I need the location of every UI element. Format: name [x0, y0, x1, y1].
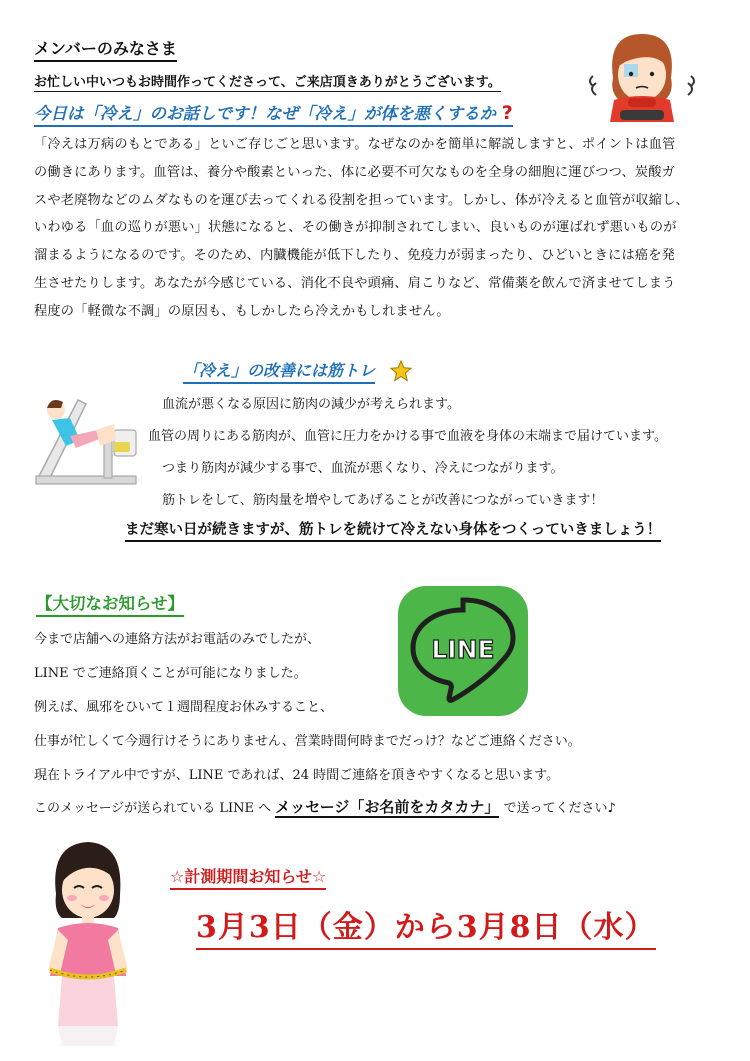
leg-press-exercise-illustration — [30, 392, 142, 488]
question-mark-icon: ? — [501, 102, 513, 124]
muscle-line: つまり筋肉が減少する事で、血流が悪くなり、冷えにつながります。 — [162, 461, 564, 476]
greeting: メンバーのみなさま — [34, 36, 177, 62]
intro-line: 溜まるようになるのです。そのため、内臓機能が低下したり、免疫力が弱まったり、ひどいときには癌を発 — [34, 248, 676, 264]
star-icon — [390, 360, 412, 382]
muscle-line: 筋トレをして、筋肉量を増やしてあげることが改善につながっていきます！ — [162, 493, 604, 508]
notice-line: 仕事が忙しくて今週行けそうにありません、営業時間何時までだっけ？などご連絡ください。 — [34, 734, 581, 749]
intro-line: 程度の「軽微な不調」の原因も、もしかしたら冷えかもしれません。 — [34, 303, 450, 319]
cold-woman-illustration — [588, 28, 696, 124]
headline-text: 今日は「冷え」のお話しです！なぜ「冷え」が体を悪くするか — [34, 104, 496, 123]
intro-line: 生させたりします。あなたが今感じている、消化不良や頭痛、肩こりなど、常備薬を飲んで済ませてしまう — [34, 275, 676, 291]
intro-line: スや老廃物などのムダなものを運び去ってくれる役割を担っています。しかし、体が冷えると血管が収縮し、 — [34, 192, 689, 208]
intro-line: 「冷えは万病のもとである」といご存じごと思います。なぜなのかを簡単に解説しますと、ポイントは血管 — [34, 137, 676, 152]
measuring-woman-illustration — [28, 838, 146, 1050]
notice-line: 例えば、風邪をひいて１週間程度お休みすること、 — [34, 700, 334, 715]
muscle-line: 血管の周りにある筋肉が、血管に圧力をかける事で血液を身体の末端まで届けています。 — [148, 429, 667, 444]
closing-line: まだ寒い日が続きますが、筋トレを続けて冷えない身体をつくっていきましょう！ — [125, 518, 661, 542]
muscle-training-title-text: 「冷え」の改善には筋トレ — [183, 361, 376, 380]
notice-line: 今まで店舗への連絡方法がお電話のみでしたが、 — [34, 632, 321, 647]
muscle-training-title — [183, 358, 375, 384]
headline — [34, 100, 513, 127]
notice-last-line — [34, 796, 616, 817]
thanks-line: お忙しい中いつもお時間作ってくださって、ご来店頂きありがとうございます。 — [34, 71, 501, 92]
measurement-period-title: ☆計測期間お知らせ☆ — [170, 864, 326, 890]
line-logo-text: LINE — [431, 635, 495, 664]
notice-last-suffix: で送ってください♪ — [503, 801, 616, 816]
notice-last-prefix: このメッセージが送られている LINE へ — [34, 801, 272, 816]
intro-line: いわゆる「血の巡りが悪い」状態になると、その働きが抑制されてしまい、良いものが運ばれず悪いものが — [34, 220, 677, 236]
intro-line: の働きにあります。血管は、養分や酸素といった、体に必要不可欠なものを全身の細胞に運びつつ、炭酸ガ — [34, 164, 676, 180]
measurement-period-dates: 3月3日（金）から3月8日（水） — [196, 902, 656, 950]
intro-paragraph — [34, 131, 724, 326]
muscle-line: 血流が悪くなる原因に筋肉の減少が考えられます。 — [162, 397, 460, 412]
line-app-logo — [398, 586, 528, 716]
message-format-label: メッセージ「お名前をカタカナ」 — [275, 798, 500, 816]
notice-line: LINE でご連絡頂くことが可能になりました。 — [34, 666, 307, 681]
notice-line: 現在トライアル中ですが、LINE であれば、24 時間ご連絡を頂きやすくなると思います。 — [34, 768, 560, 783]
notice-title: 【大切なお知らせ】 — [36, 590, 184, 617]
